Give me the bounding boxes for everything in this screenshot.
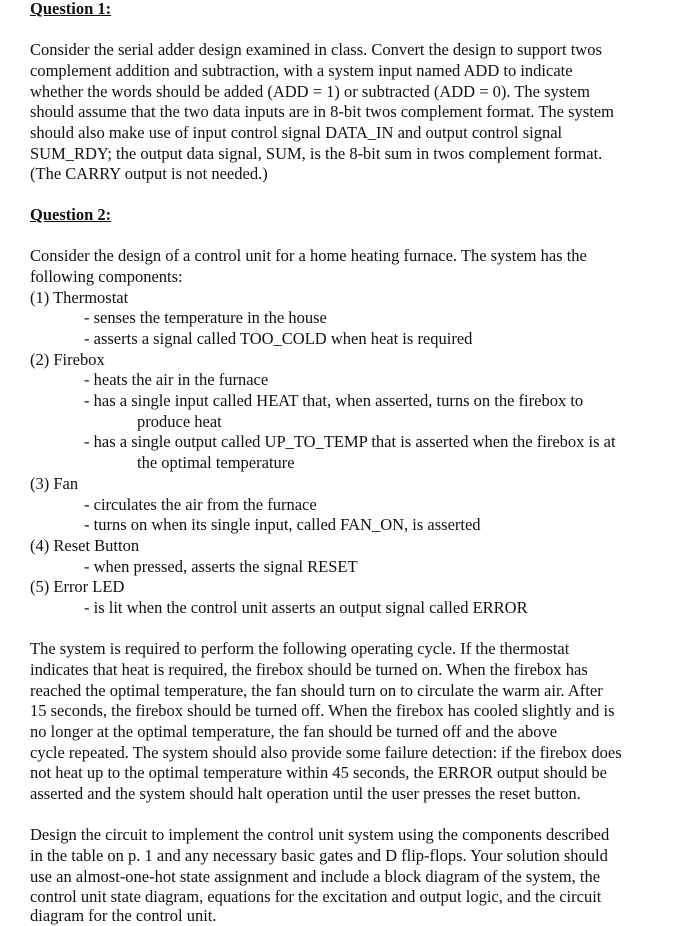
q2-para1-line: not heat up to the optimal temperature within 45 seconds, the ERROR output should be	[30, 763, 607, 782]
q2-para1-line: indicates that heat is required, the firebox should be turned on. When the firebox has	[30, 660, 588, 679]
question-2-heading: Question 2:	[30, 205, 112, 224]
component-item: - circulates the air from the furnace	[84, 495, 317, 514]
q1-line: whether the words should be added (ADD = 1) or subtracted (ADD = 0). The system	[30, 82, 590, 101]
question-1-heading: Question 1:	[30, 0, 112, 18]
q2-para2-line: diagram for the control unit.	[30, 906, 217, 925]
q1-line: SUM_RDY; the output data signal, SUM, is the 8-bit sum in twos complement format.	[30, 144, 603, 163]
component-heading-fan: (3) Fan	[30, 474, 79, 493]
component-item-continuation: the optimal temperature	[137, 453, 295, 472]
q1-line: (The CARRY output is not needed.)	[30, 164, 268, 183]
q2-intro-line: following components:	[30, 267, 183, 286]
q2-para2-line: use an almost-one-hot state assignment and include a block diagram of the system, the	[30, 867, 601, 886]
component-item: - senses the temperature in the house	[84, 308, 327, 327]
component-item: - has a single output called UP_TO_TEMP that is asserted when the firebox is at	[84, 432, 616, 451]
component-heading-thermostat: (1) Thermostat	[30, 288, 129, 307]
component-heading-firebox: (2) Firebox	[30, 350, 105, 369]
q2-para2-line: in the table on p. 1 and any necessary basic gates and D flip-flops. Your solution should	[30, 846, 608, 865]
component-heading-reset-button: (4) Reset Button	[30, 536, 140, 555]
component-item: - heats the air in the furnace	[84, 370, 269, 389]
q2-para1-line: cycle repeated. The system should also provide some failure detection: if the firebox does	[30, 743, 622, 762]
component-item-continuation: produce heat	[137, 412, 222, 431]
q2-intro-line: Consider the design of a control unit for a home heating furnace. The system has the	[30, 246, 587, 265]
component-item: - when pressed, asserts the signal RESET	[84, 557, 358, 576]
q1-line: Consider the serial adder design examined in class. Convert the design to support twos	[30, 40, 602, 59]
component-item: - turns on when its single input, called FAN_ON, is asserted	[84, 515, 481, 534]
q1-line: should assume that the two data inputs are in 8-bit twos complement format. The system	[30, 102, 614, 121]
q1-line: complement addition and subtraction, with a system input named ADD to indicate	[30, 61, 573, 80]
q2-para1-line: no longer at the optimal temperature, the fan should be turned off and the above	[30, 722, 558, 741]
q2-para1-line: reached the optimal temperature, the fan should turn on to circulate the warm air. After	[30, 681, 603, 700]
component-item: - is lit when the control unit asserts an output signal called ERROR	[84, 598, 528, 617]
component-heading-error-led: (5) Error LED	[30, 577, 125, 596]
q2-para2-line: control unit state diagram, equations for the excitation and output logic, and the circuit	[30, 887, 602, 906]
component-item: - asserts a signal called TOO_COLD when heat is required	[84, 329, 473, 348]
component-item: - has a single input called HEAT that, when asserted, turns on the firebox to	[84, 391, 584, 410]
q2-para1-line: 15 seconds, the firebox should be turned off. When the firebox has cooled slightly and is	[30, 701, 615, 720]
q2-para1-line: The system is required to perform the following operating cycle. If the thermostat	[30, 639, 570, 658]
q2-para2-line: Design the circuit to implement the control unit system using the components described	[30, 825, 610, 844]
q2-para1-line: asserted and the system should halt operation until the user presses the reset button.	[30, 784, 581, 803]
q1-line: should also make use of input control signal DATA_IN and output control signal	[30, 123, 563, 142]
